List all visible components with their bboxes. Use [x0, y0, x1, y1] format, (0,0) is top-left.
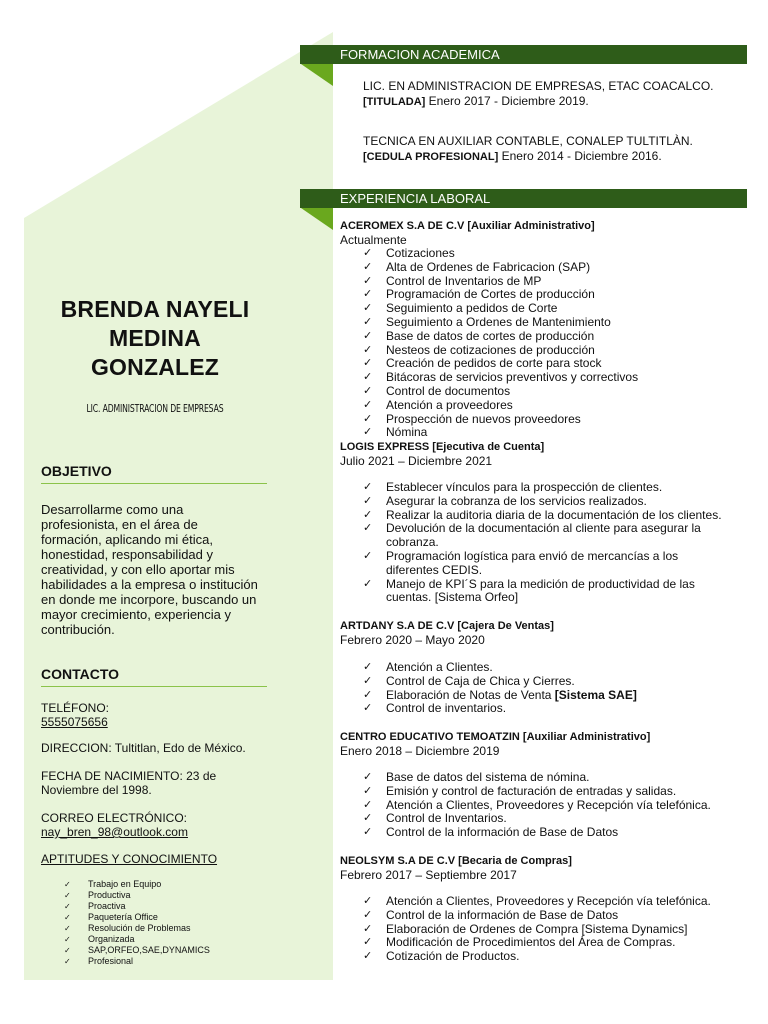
- task-item: [363, 689, 723, 703]
- birth-block: [41, 769, 269, 797]
- task-system-tag: [Sistema SAE]: [554, 687, 637, 702]
- task-item: ✓ Asegurar la cobranza de los servicios realizados.: [363, 495, 723, 509]
- job-dates: Febrero 2017 – Septiembre 2017: [340, 868, 517, 882]
- job-task-list: [363, 247, 723, 440]
- task-item: ✓ Emisión y control de facturación de entradas y salidas.: [363, 785, 723, 799]
- skill-item: ✓ Profesional: [64, 956, 210, 967]
- job-task-list: [363, 771, 723, 840]
- email-label: CORREO ELECTRÓNICO:: [41, 811, 188, 825]
- birth-value: Noviembre del 1998.: [41, 783, 152, 797]
- task-item: ✓ Seguimiento a pedidos de Corte: [363, 302, 723, 316]
- education-dates: Enero 2014 - Diciembre 2016.: [498, 149, 662, 163]
- skill-item: ✓ Resolución de Problemas: [64, 923, 210, 934]
- education-detail: [363, 149, 743, 165]
- task-item: ✓ Creación de pedidos de corte para stock: [363, 357, 723, 371]
- phone-block: [41, 701, 269, 729]
- job-dates: Febrero 2020 – Mayo 2020: [340, 633, 485, 647]
- job-title: CENTRO EDUCATIVO TEMOATZIN [Auxiliar Administrativo]: [340, 731, 651, 743]
- contact-heading: CONTACTO: [41, 666, 267, 687]
- task-item: ✓ Nómina: [363, 426, 723, 440]
- task-item: ✓ Alta de Ordenes de Fabricacion (SAP): [363, 261, 723, 275]
- name-line-2: MEDINA: [109, 325, 201, 351]
- task-item: ✓ Realizar la auditoria diaria de la documentación de los clientes.: [363, 509, 723, 523]
- task-item: ✓ Devolución de la documentación al cliente para asegurar la cobranza.: [363, 522, 723, 550]
- skill-item: ✓ Organizada: [64, 934, 210, 945]
- task-item: ✓ Control de la información de Base de Datos: [363, 826, 723, 840]
- task-item: ✓ Elaboración de Ordenes de Compra [Sistema Dynamics]: [363, 923, 723, 937]
- education-corner-accent: [301, 64, 333, 86]
- skills-list: [64, 879, 210, 967]
- objective-heading: OBJETIVO: [41, 463, 267, 484]
- task-item: ✓ Bitácoras de servicios preventivos y correctivos: [363, 371, 723, 385]
- education-item: [363, 79, 743, 110]
- task-item: ✓ Nesteos de cotizaciones de producción: [363, 344, 723, 358]
- job-title: LOGIS EXPRESS [Ejecutiva de Cuenta]: [340, 441, 545, 453]
- task-item: ✓ Cotización de Productos.: [363, 950, 723, 964]
- education-tag: [TITULADA]: [363, 96, 426, 108]
- skill-item: ✓ Trabajo en Equipo: [64, 879, 210, 890]
- address-text: DIRECCION: Tultitlan, Edo de México.: [41, 741, 246, 755]
- task-item: ✓ Modificación de Procedimientos del Área de Compras.: [363, 936, 723, 950]
- task-item: ✓ Manejo de KPI´S para la medición de productividad de las cuentas. [Sistema Orfeo]: [363, 578, 723, 606]
- profession-title: LIC. ADMINISTRACION DE EMPRESAS: [86, 402, 224, 415]
- phone-link[interactable]: 5555075656: [41, 715, 108, 729]
- candidate-name: [24, 295, 286, 382]
- skill-item: ✓ Paquetería Office: [64, 912, 210, 923]
- job-task-list: [363, 895, 723, 964]
- experience-corner-accent: [301, 208, 333, 230]
- education-title: TECNICA EN AUXILIAR CONTABLE, CONALEP TULTITLÀN.: [363, 134, 693, 148]
- task-item: ✓ Establecer vínculos para la prospección de clientes.: [363, 481, 723, 495]
- task-item: ✓ Control de Caja de Chica y Cierres.: [363, 675, 723, 689]
- task-item: ✓ Control de inventarios.: [363, 702, 723, 716]
- task-item: ✓ Atención a proveedores: [363, 399, 723, 413]
- name-line-1: BRENDA NAYELI: [60, 296, 250, 322]
- task-item: ✓ Programación de Cortes de producción: [363, 288, 723, 302]
- skill-item: ✓ Productiva: [64, 890, 210, 901]
- job-task-list: [363, 661, 723, 716]
- experience-heading-bar: EXPERIENCIA LABORAL: [300, 189, 747, 208]
- education-tag: [CEDULA PROFESIONAL]: [363, 151, 499, 163]
- education-item: [363, 134, 743, 165]
- task-item: ✓ Atención a Clientes, Proveedores y Recepción vía telefónica.: [363, 799, 723, 813]
- name-line-3: GONZALEZ: [90, 354, 220, 380]
- education-heading-bar: FORMACION ACADEMICA: [300, 45, 747, 64]
- task-item: ✓ Control de Inventarios de MP: [363, 275, 723, 289]
- task-item: ✓ Cotizaciones: [363, 247, 723, 261]
- skill-item: ✓ SAP,ORFEO,SAE,DYNAMICS: [64, 945, 210, 956]
- education-detail: [363, 94, 743, 110]
- task-item: ✓ Control de la información de Base de Datos: [363, 909, 723, 923]
- skill-item: ✓ Proactiva: [64, 901, 210, 912]
- skills-heading: APTITUDES Y CONOCIMIENTO: [41, 852, 218, 866]
- job-dates: Julio 2021 – Diciembre 2021: [340, 454, 493, 468]
- objective-text: Desarrollarme como una profesionista, en el área de formación, aplicando mi ética, honestidad, responsabilidad y creatividad, y con ello aportar mis habilidades a la empresa o institución en donde me incorpore, buscando un mayor crecimiento, experiencia y contribución.: [41, 502, 258, 637]
- job-title: NEOLSYM S.A DE C.V [Becaria de Compras]: [340, 855, 572, 867]
- phone-label: TELÉFONO:: [41, 701, 110, 715]
- task-item: ✓ Atención a Clientes.: [363, 661, 723, 675]
- task-item: ✓ Control de Inventarios.: [363, 812, 723, 826]
- email-link[interactable]: nay_bren_98@outlook.com: [41, 825, 188, 839]
- task-item: ✓ Control de documentos: [363, 385, 723, 399]
- job-dates: Enero 2018 – Diciembre 2019: [340, 744, 500, 758]
- job-task-list: [363, 481, 723, 605]
- birth-label: FECHA DE NACIMIENTO: 23 de: [41, 769, 217, 783]
- task-item: ✓ Prospección de nuevos proveedores: [363, 413, 723, 427]
- education-title: LIC. EN ADMINISTRACION DE EMPRESAS, ETAC COACALCO.: [363, 79, 714, 93]
- job-dates: Actualmente: [340, 233, 407, 247]
- task-item: ✓ Base de datos del sistema de nómina.: [363, 771, 723, 785]
- job-title: ARTDANY S.A DE C.V [Cajera De Ventas]: [340, 620, 554, 632]
- education-dates: Enero 2017 - Diciembre 2019.: [425, 94, 589, 108]
- task-item: ✓ Seguimiento a Ordenes de Mantenimiento: [363, 316, 723, 330]
- task-item: ✓ Base de datos de cortes de producción: [363, 330, 723, 344]
- job-title: ACEROMEX S.A DE C.V [Auxiliar Administrativo]: [340, 220, 595, 232]
- task-item: ✓ Atención a Clientes, Proveedores y Recepción vía telefónica.: [363, 895, 723, 909]
- task-text: Elaboración de Notas de Venta: [386, 687, 555, 702]
- task-item: ✓ Programación logística para envió de mercancías a los diferentes CEDIS.: [363, 550, 723, 578]
- email-block: [41, 811, 269, 839]
